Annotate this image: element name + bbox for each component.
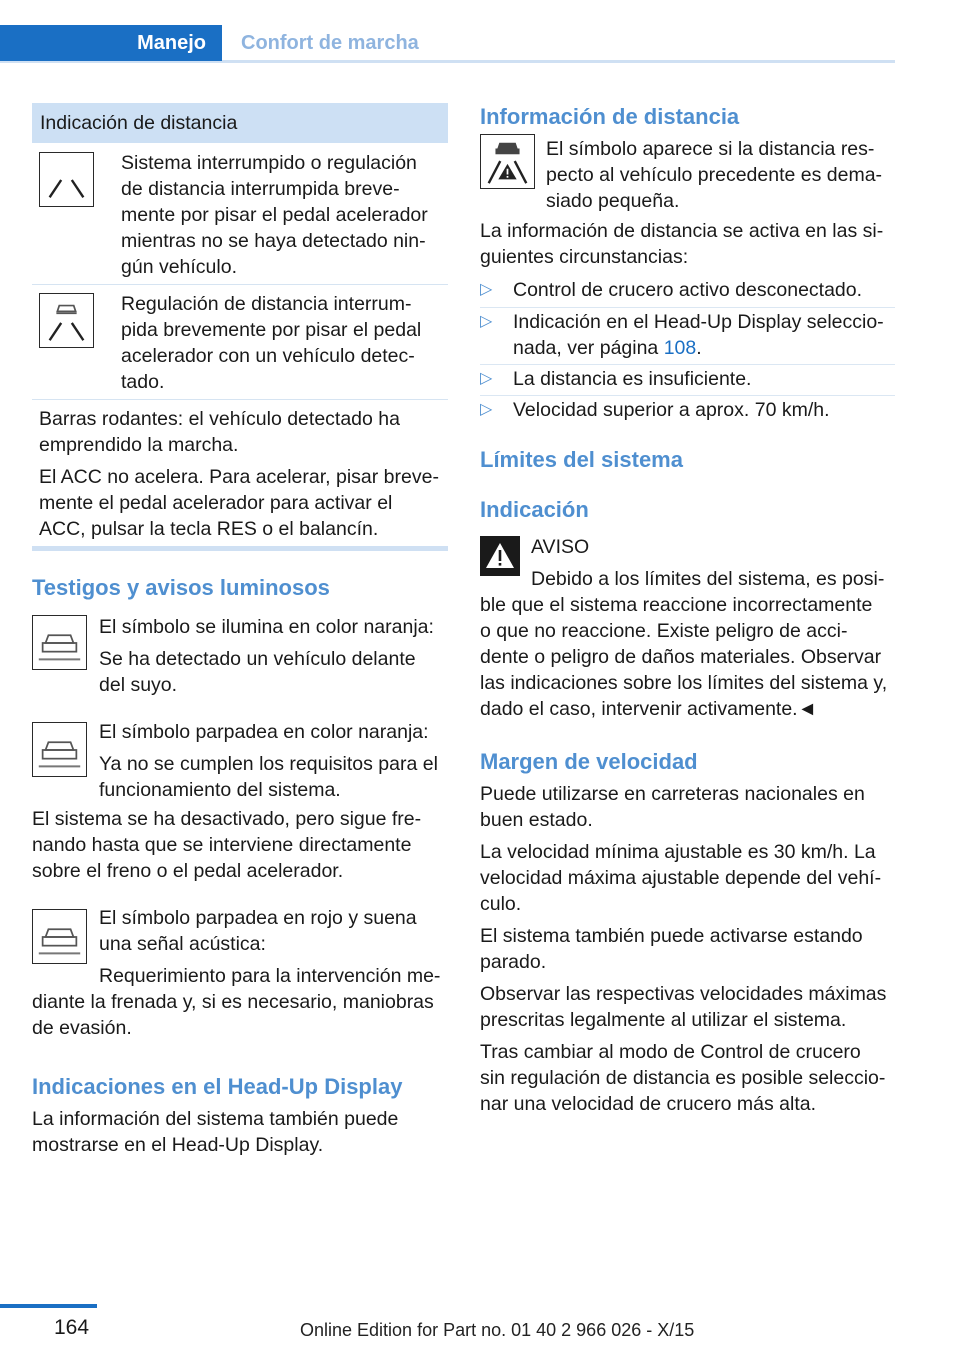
page-number: 164	[54, 1316, 90, 1339]
margen-text: Puede utilizarse en carreteras nacionales en buen estado. La velocidad mínima ajustable es 30 km/h. La velocidad máxima ajustable depende del vehí- culo. El sistema también puede activarse estando parado. Observar las respectivas velocidades máximas prescritas legalmente al utilizar el sistema. Tras cambiar al modo de Control de crucero sin regulación de distancia es posible seleccio- nar una velocidad de crucero más alta.	[480, 783, 887, 1115]
list-separator	[480, 395, 895, 396]
warning-icon	[480, 536, 520, 576]
distance-interrupted-icon	[39, 152, 94, 207]
testigo-3-text: El símbolo parpadea en rojo y suena una señal acústica:	[99, 907, 417, 955]
vehicle-flashing-orange-icon	[32, 722, 87, 777]
footer-rule	[0, 1304, 97, 1308]
table-bottom-rule	[32, 546, 448, 551]
bullet-triangle-icon: ▷	[480, 370, 493, 387]
list-separator	[480, 364, 895, 365]
table-row-3-text: Barras rodantes: el vehículo detectado ha emprendido la marcha. El ACC no acelera. Para acelerar, pisar breve- mente el pedal acelerador para activar el ACC, pulsar la tecla RES o el balancín.	[39, 408, 439, 540]
bullet-triangle-icon: ▷	[480, 401, 493, 418]
tab-confort-de-marcha[interactable]: Confort de marcha	[241, 32, 419, 54]
list-separator	[480, 307, 895, 308]
section-heading-testigos: Testigos y avisos luminosos	[32, 575, 330, 600]
distance-interrupted-vehicle-icon	[39, 293, 94, 348]
section-heading-margen: Margen de velocidad	[480, 749, 698, 774]
warning-text-first-line: Debido a los límites del sistema, es posi-	[531, 568, 885, 590]
testigo-3-requirement: Requerimiento para la intervención me- diante la frenada y, si es necesario, maniobras de evasión.	[32, 965, 441, 1039]
bullet-triangle-icon: ▷	[480, 313, 493, 330]
chapter-header	[0, 25, 895, 61]
vehicle-flashing-red-icon	[32, 909, 87, 964]
vehicle-detected-icon	[32, 615, 87, 670]
testigo-2-text: El símbolo parpadea en color naranja: Ya no se cumplen los requisitos para el funcionamiento del sistema.	[99, 721, 438, 801]
bullet-triangle-icon: ▷	[480, 281, 493, 298]
warning-title: AVISO	[531, 536, 590, 558]
subheading-indicacion: Indicación	[480, 497, 589, 522]
distance-warning-icon	[480, 134, 535, 189]
info-distancia-symbol-text: El símbolo aparece si la distancia res- pecto al vehículo precedente es dema- siado pequeña.	[546, 138, 883, 212]
edition-text: Online Edition for Part no. 01 40 2 966 026 - X/15	[300, 1320, 695, 1340]
table-row-1-text: Sistema interrumpido o regulación de distancia interrumpida breve- mente por pisar el pedal acelerador mientras no se haya detectado nin- gún vehículo.	[121, 152, 428, 278]
tab-manejo[interactable]: Manejo	[0, 25, 222, 61]
warning-text: ble que el sistema reaccione incorrectamente o que no reaccione. Existe peligro de acci- dente o peligro de daños materiales. Observar las indicaciones sobre los límites del sistema y, dado el caso, intervenir activamente.◄	[480, 594, 888, 720]
table-heading: Indicación de distancia	[32, 103, 448, 143]
table-separator	[32, 284, 448, 285]
testigo-2-paragraph: El sistema se ha desactivado, pero sigue fre- nando hasta que se interviene directamente sobre el freno o el pedal acelerador.	[32, 808, 422, 882]
info-distancia-intro: La información de distancia se activa en las si- guientes circunstancias:	[480, 220, 884, 268]
hud-text: La información del sistema también puede mostrarse en el Head-Up Display.	[32, 1108, 399, 1156]
table-row-2-text: Regulación de distancia interrum- pida brevemente por pisar el pedal acelerador con un vehículo detec- tado.	[121, 293, 422, 393]
section-heading-limites: Límites del sistema	[480, 447, 683, 472]
page-link-108[interactable]: 108	[663, 337, 697, 359]
table-separator	[32, 399, 448, 400]
testigo-1-text: El símbolo se ilumina en color naranja: Se ha detectado un vehículo delante del suyo.	[99, 616, 434, 696]
section-heading-hud: Indicaciones en el Head-Up Display	[32, 1074, 403, 1099]
section-heading-info-distancia: Información de distancia	[480, 104, 740, 129]
